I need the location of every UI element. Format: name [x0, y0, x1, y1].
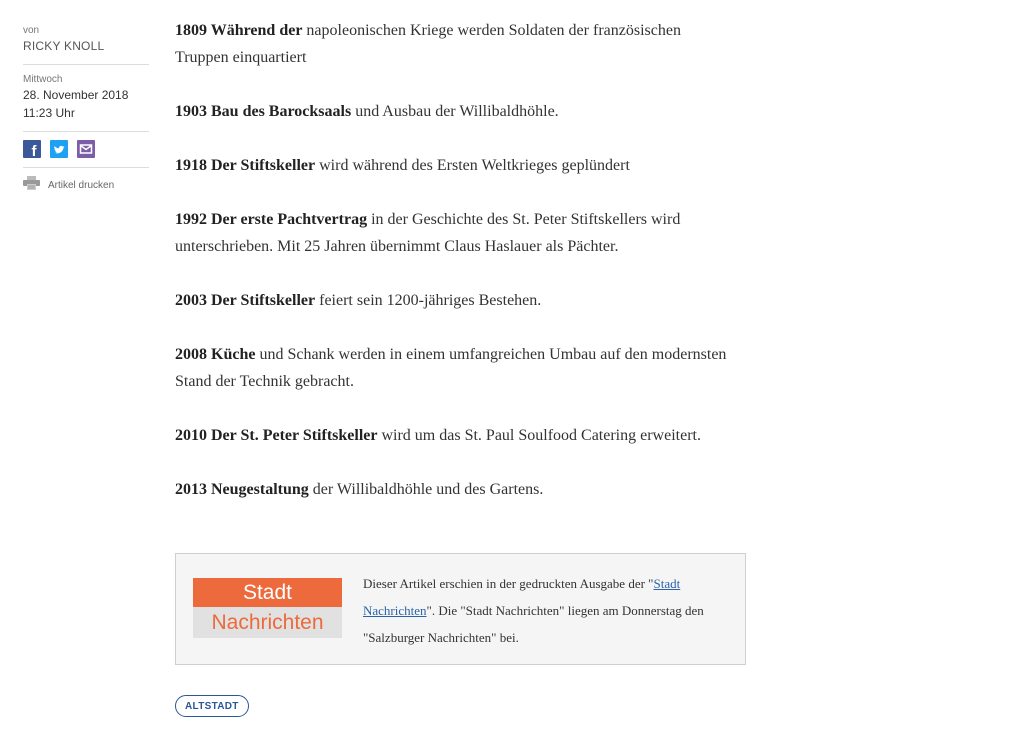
timeline-entry	[175, 98, 735, 125]
timeline-entry-text: der Willibaldhöhle und des Gartens.	[308, 481, 544, 498]
timeline-entry	[175, 422, 735, 449]
timeline-entry-lead: 2008 Küche	[175, 346, 256, 363]
print-article-button[interactable]	[23, 176, 149, 195]
timeline-entry-text: feiert sein 1200-jähriges Bestehen.	[315, 292, 542, 309]
divider	[23, 131, 149, 132]
timeline-entry	[175, 287, 735, 314]
printer-icon	[23, 176, 40, 195]
twitter-icon[interactable]	[50, 140, 68, 158]
timeline-entry-text: napoleonischen Kriege werden Soldaten der französischen Truppen einquartiert	[175, 22, 681, 66]
share-buttons	[23, 140, 149, 158]
print-article-label: Artikel drucken	[48, 180, 115, 191]
timeline-entry-text: und Ausbau der Willibaldhöhle.	[351, 103, 559, 120]
timeline-entry-lead: 2010 Der St. Peter Stiftskeller	[175, 427, 378, 444]
timeline-entry-text: und Schank werden in einem umfangreichen Umbau auf den modernsten Stand der Technik gebracht.	[175, 346, 727, 390]
timeline-entry-lead: 1918 Der Stiftskeller	[175, 157, 316, 174]
timeline-entry-lead: 2003 Der Stiftskeller	[175, 292, 316, 309]
timeline-entry	[175, 206, 735, 260]
timeline-entry	[175, 476, 735, 503]
svg-text:f: f	[31, 143, 37, 158]
article-body	[175, 17, 735, 530]
timeline-entry-lead: 1809 Während der	[175, 22, 303, 39]
publish-date: 28. November 2018	[23, 88, 129, 102]
notice-text-after: ". Die "Stadt Nachrichten" liegen am Donnerstag den "Salzburger Nachrichten" bei.	[363, 603, 704, 645]
print-edition-text	[363, 570, 733, 651]
notice-text-before: Dieser Artikel erschien in der gedruckten Ausgabe der "	[363, 576, 654, 591]
logo-top-text: Stadt	[193, 578, 342, 607]
print-edition-notice	[175, 553, 746, 665]
author-name[interactable]: RICKY KNOLL	[23, 39, 105, 53]
stadt-nachrichten-logo[interactable]	[193, 578, 342, 638]
divider	[23, 64, 149, 65]
logo-bottom-text: Nachrichten	[193, 607, 342, 638]
stadt-nachrichten-link[interactable]: Stadt Nachrichten	[363, 576, 681, 618]
timeline-entry-lead: 2013 Neugestaltung	[175, 481, 309, 498]
mail-icon[interactable]	[77, 140, 95, 158]
article-meta-sidebar	[23, 24, 149, 195]
timeline-entry	[175, 152, 735, 179]
timeline-entry-text: wird um das St. Paul Soulfood Catering erweitert.	[377, 427, 701, 444]
timeline-entry-text: wird während des Ersten Weltkrieges geplündert	[315, 157, 630, 174]
tag-altstadt[interactable]: ALTSTADT	[175, 695, 249, 717]
timeline-entry-lead: 1903 Bau des Barocksaals	[175, 103, 352, 120]
timeline-entry-text: in der Geschichte des St. Peter Stiftskellers wird unterschrieben. Mit 25 Jahren übernimmt Claus Haslauer als Pächter.	[175, 211, 681, 255]
publish-weekday: Mittwoch	[23, 74, 63, 85]
author-prefix: von	[23, 25, 40, 36]
timeline-entry	[175, 341, 735, 395]
publish-time: 11:23 Uhr	[23, 106, 75, 120]
facebook-icon[interactable]	[23, 140, 41, 158]
timeline-entry	[175, 17, 735, 71]
timeline-entry-lead: 1992 Der erste Pachtvertrag	[175, 211, 368, 228]
divider	[23, 167, 149, 168]
